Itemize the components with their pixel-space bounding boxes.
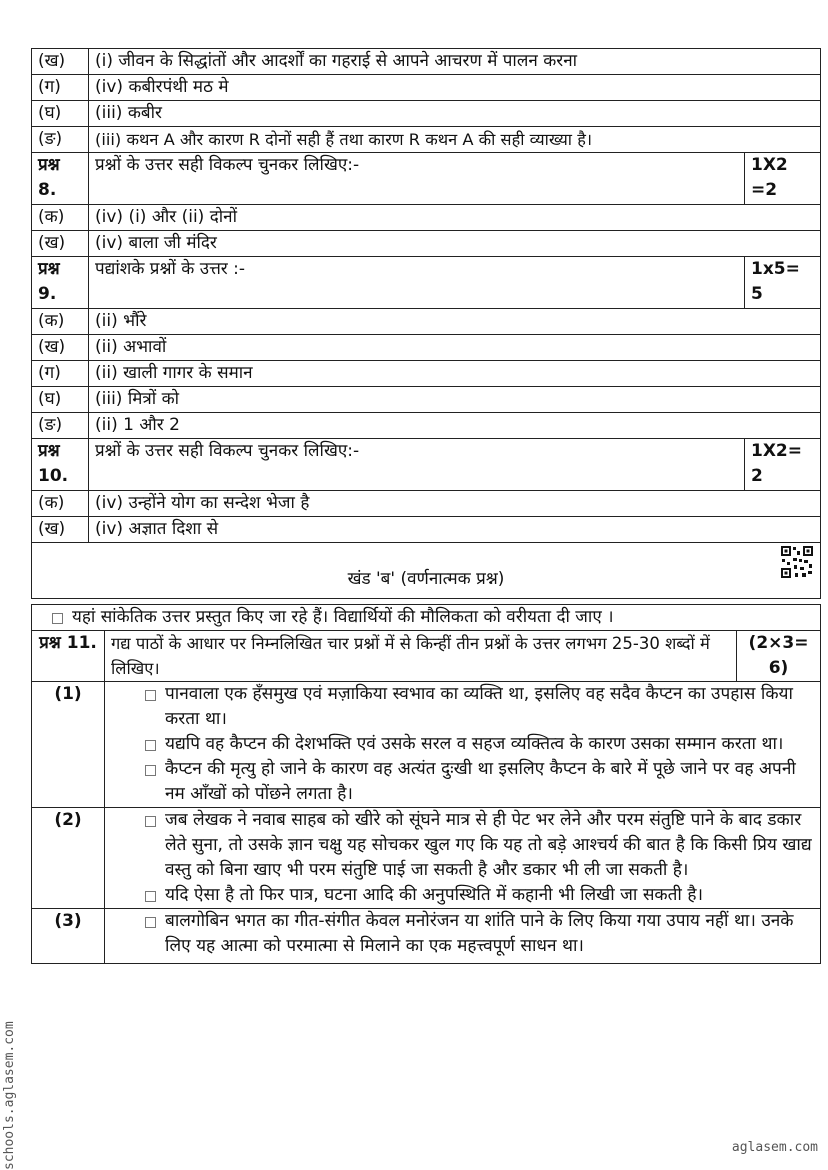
answer-text: (ii) 1 और 2 [89,413,821,439]
section-note: यहां सांकेतिक उत्तर प्रस्तुत किए जा रहे हैं। विद्यार्थियों की मौलिकता को वरीयता दी जाए । [72,607,614,627]
table-row [32,309,821,335]
answer-body [105,909,821,964]
answer-text: (iii) कथन A और कारण R दोनों सही हैं तथा कारण R कथन A की सही व्याख्या है। [89,127,821,153]
answer-row-3 [32,909,821,964]
answer-text: (iv) (i) और (ii) दोनों [89,205,821,231]
section-note-cell [32,605,821,631]
answer-text: (ii) भौंरे [89,309,821,335]
section-heading-cell [32,543,821,599]
answer-number: (2) [32,808,105,909]
table-row [32,517,821,543]
table-row [32,361,821,387]
answer-text: (iv) कबीरपंथी मठ मे [89,75,821,101]
answers-table-top [31,48,821,599]
answer-number: (3) [32,909,105,964]
option-label: (ग) [32,361,89,387]
option-label: (क) [32,309,89,335]
checkbox-bullet-icon [145,891,156,902]
table-row [32,127,821,153]
checkbox-bullet-icon [145,740,156,751]
option-label: (घ) [32,387,89,413]
question-row-11 [32,631,821,682]
checkbox-bullet-icon [145,917,156,928]
question-number: प्रश्न 8. [32,153,89,205]
option-label: (ख) [32,231,89,257]
option-label: (ख) [32,335,89,361]
answer-text: (i) जीवन के सिद्धांतों और आदर्शों का गहराई से आपने आचरण में पालन करना [89,49,821,75]
section-heading-row [32,543,821,599]
answer-row-2 [32,808,821,909]
question-marks: 1X2 =2 [745,153,821,205]
question-marks: (2×3= 6) [737,631,821,682]
table-row [32,205,821,231]
answer-text: (iii) मित्रों को [89,387,821,413]
option-label: (ङ) [32,413,89,439]
table-row [32,75,821,101]
table-row [32,335,821,361]
option-label: (ख) [32,49,89,75]
table-row [32,231,821,257]
option-label: (क) [32,491,89,517]
checkbox-bullet-icon [145,765,156,776]
answer-text: (ii) अभावों [89,335,821,361]
checkbox-bullet-icon [52,613,63,624]
table-row [32,491,821,517]
question-number: प्रश्न 11. [32,631,105,682]
question-row-8 [32,153,821,205]
checkbox-bullet-icon [145,690,156,701]
option-label: (घ) [32,101,89,127]
question-text: पद्यांशके प्रश्नों के उत्तर :- [89,257,745,309]
answers-table-bottom [31,604,821,964]
question-text: गद्य पाठों के आधार पर निम्नलिखित चार प्रश्नों में से किन्हीं तीन प्रश्नों के उत्तर लगभग 25-30 शब्दों में लिखिए। [105,631,737,682]
bottom-watermark: aglasem.com [731,1140,818,1155]
answer-point: बालगोबिन भगत का गीत-संगीत केवल मनोरंजन या शांति पाने के लिए किया गया उपाय नहीं था। उनके लिए यह आत्मा को परमात्मा से मिलाने का एक महत्त्वपूर्ण साधन था। [165,911,794,956]
answer-text: (iv) उन्होंने योग का सन्देश भेजा है [89,491,821,517]
side-watermark: schools.aglasem.com [2,1021,17,1170]
answer-number: (1) [32,682,105,808]
qr-code-icon [780,545,814,579]
checkbox-bullet-icon [145,816,156,827]
question-row-9 [32,257,821,309]
table-row [32,387,821,413]
answer-point: यद्यपि वह कैप्टन की देशभक्ति एवं उसके सरल व सहज व्यक्तित्व के कारण उसका सम्मान करता था। [165,734,784,754]
answer-text: (iii) कबीर [89,101,821,127]
option-label: (ख) [32,517,89,543]
answer-body [105,808,821,909]
question-text: प्रश्नों के उत्तर सही विकल्प चुनकर लिखिए:- [89,153,745,205]
answer-text: (iv) अज्ञात दिशा से [89,517,821,543]
question-number: प्रश्न 10. [32,439,89,491]
question-row-10 [32,439,821,491]
table-row [32,413,821,439]
table-row [32,101,821,127]
question-number: प्रश्न 9. [32,257,89,309]
answer-text: (iv) बाला जी मंदिर [89,231,821,257]
answer-point: कैप्टन की मृत्यु हो जाने के कारण वह अत्यंत दुःखी था इसलिए कैप्टन के बारे में पूछे जाने पर वह अपनी नम आँखों को पोंछने लगता है। [165,759,796,804]
question-marks: 1x5= 5 [745,257,821,309]
question-marks: 1X2= 2 [745,439,821,491]
section-note-row [32,605,821,631]
answer-row-1 [32,682,821,808]
option-label: (ग) [32,75,89,101]
answer-point: जब लेखक ने नवाब साहब को खीरे को सूंघने मात्र से ही पेट भर लेने और परम संतुष्टि पाने के बाद डकार लेते सुना, तो उसके ज्ञान चक्षु यह सोचकर खुल गए कि यह तो बड़े आश्चर्य की बात है कि किसी प्रिय खाद्य वस्तु को बिना खाए भी परम संतुष्टि पाई जा सकती है और डकार भी ली जा सकती है। [165,810,812,880]
table-row [32,49,821,75]
option-label: (क) [32,205,89,231]
question-text: प्रश्नों के उत्तर सही विकल्प चुनकर लिखिए:- [89,439,745,491]
answer-body [105,682,821,808]
option-label: (ङ) [32,127,89,153]
answer-text: (ii) खाली गागर के समान [89,361,821,387]
answer-point: यदि ऐसा है तो फिर पात्र, घटना आदि की अनुपस्थिति में कहानी भी लिखी जा सकती है। [165,885,703,905]
section-title: खंड 'ब' (वर्णनात्मक प्रश्न) [347,569,505,589]
answer-point: पानवाला एक हँसमुख एवं मज़ाकिया स्वभाव का व्यक्ति था, इसलिए वह सदैव कैप्टन का उपहास किया करता था। [165,684,793,729]
